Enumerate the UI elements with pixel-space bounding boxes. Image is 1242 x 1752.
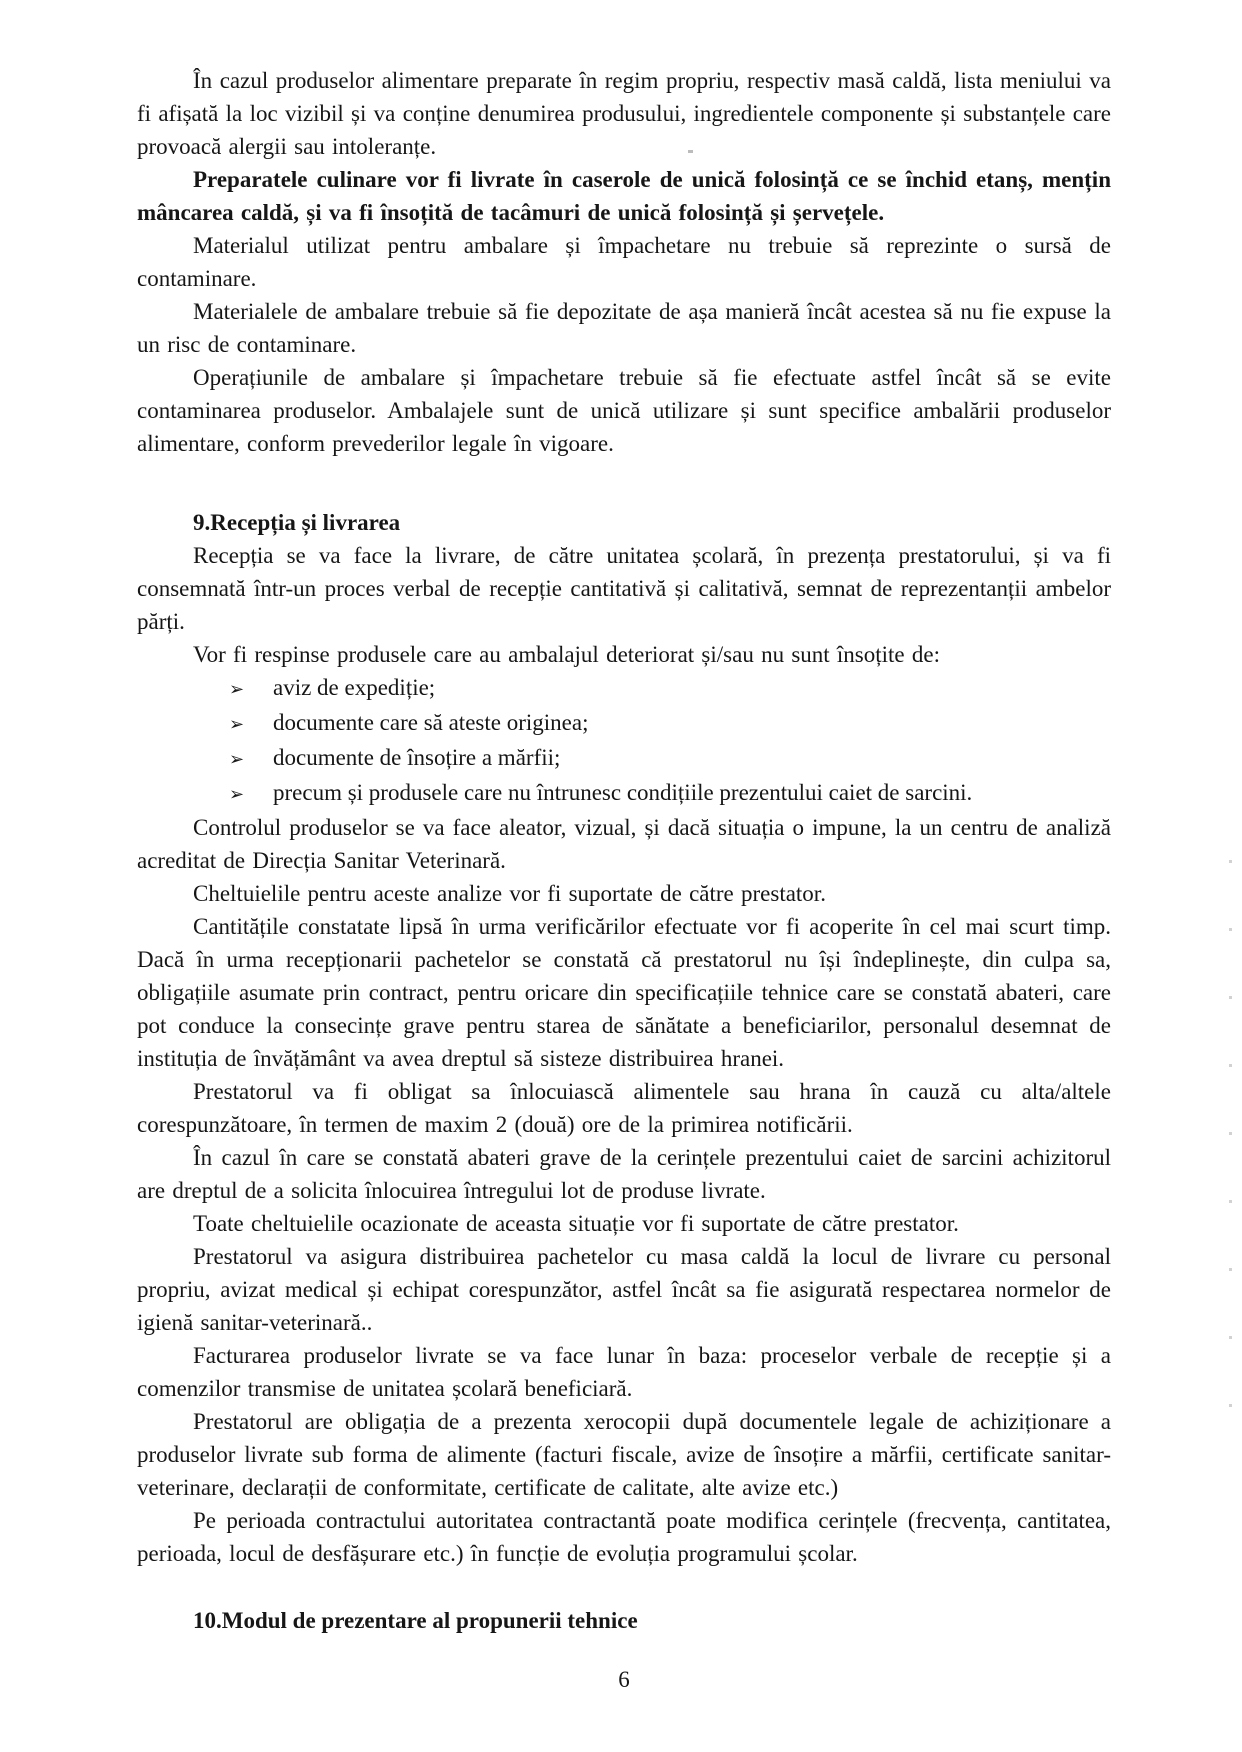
bullet-text: aviz de expediție; xyxy=(273,675,436,700)
bullet-text: precum și produsele care nu întrunesc condițiile prezentului caiet de sarcini. xyxy=(273,780,973,805)
paragraph-cheltuieli-situatie: Toate cheltuielile ocazionate de aceasta situație vor fi suportate de către prestator. xyxy=(193,1211,959,1236)
paragraph-caserole-bold: Preparatele culinare vor fi livrate în caserole de unică folosință ce se închid etanș, mențin mâncarea caldă, și va fi însoțită de tacâmuri de unică folosință și șervețele. xyxy=(137,167,1111,225)
paragraph-material-ambalare: Materialul utilizat pentru ambalare și împachetare nu trebuie să reprezinte o sursă de contaminare. xyxy=(137,233,1111,291)
section10-heading: 10.Modul de prezentare al propunerii tehnice xyxy=(193,1608,638,1633)
scan-dots-artifact xyxy=(1229,860,1232,1460)
paragraph-xerocopii: Prestatorul are obligația de a prezenta xerocopii după documentele legale de achiziționare a produselor livrate sub forma de alimente (facturi fiscale, avize de însoțire a mărfii, certificate sanitar-veterinare, declarații de conformitate, certificate de calitate, alte avize etc.) xyxy=(137,1409,1111,1500)
section-gap xyxy=(137,1570,1111,1604)
paragraph-cheltuieli-analize: Cheltuielile pentru aceste analize vor fi suportate de către prestator. xyxy=(193,881,826,906)
paragraph-modificare-cerinte: Pe perioada contractului autoritatea contractantă poate modifica cerințele (frecvența, cantitatea, perioada, locul de desfășurare etc.) în funcție de evoluția programului școlar. xyxy=(137,1508,1111,1566)
list-item xyxy=(137,706,1111,741)
rejection-criteria-list xyxy=(137,671,1111,811)
list-item xyxy=(137,671,1111,706)
arrow-bullet-icon: ➢ xyxy=(229,784,245,805)
paragraph-receptia: Recepția se va face la livrare, de către unitatea școlară, în prezența prestatorului, și va fi consemnată într-un proces verbal de recepție cantitativă și calitativă, semnat de reprezentanții ambelor părți. xyxy=(137,543,1111,634)
paragraph-materiale-depozitate: Materialele de ambalare trebuie să fie depozitate de așa manieră încât acestea să nu fie expuse la un risc de contaminare. xyxy=(137,299,1111,357)
paragraph-menu-display: În cazul produselor alimentare preparate în regim propriu, respectiv masă caldă, lista meniului va fi afișată la loc vizibil și va conține denumirea produsului, ingredientele componente și substanțele care provoacă alergii sau intoleranțe. xyxy=(137,68,1111,159)
page-number: 6 xyxy=(618,1667,630,1692)
paragraph-distribuire-personal: Prestatorul va asigura distribuirea pachetelor cu masa caldă la locul de livrare cu personal propriu, avizat medical și echipat corespunzător, astfel încât sa fie asigurată respectarea normelor de igienă sanitar-veterinară.. xyxy=(137,1244,1111,1335)
arrow-bullet-icon: ➢ xyxy=(229,714,245,735)
paragraph-inlocuire-alimente: Prestatorul va fi obligat sa înlocuiască alimentele sau hrana în cauză cu alta/altele corespunzătoare, în termen de maxim 2 (două) ore de la primirea notificării. xyxy=(137,1079,1111,1137)
list-item xyxy=(137,741,1111,776)
paragraph-cantitati-lipsa: Cantitățile constatate lipsă în urma verificărilor efectuate vor fi acoperite în cel mai scurt timp. Dacă în urma recepționarii pachetelor se constată că prestatorul nu își îndeplinește, din culpa sa, obligațiile asumate prin contract, pentru oricare din specificațiile tehnice care se constată abateri, care pot conduce la consecințe grave pentru starea de sănătate a beneficiarilor, personalul desemnat de instituția de învățământ va avea dreptul să sisteze distribuirea hranei. xyxy=(137,914,1111,1071)
paragraph-facturare: Facturarea produselor livrate se va face lunar în baza: proceselor verbale de recepție și a comenzilor transmise de unitatea școlară beneficiară. xyxy=(137,1343,1111,1401)
arrow-bullet-icon: ➢ xyxy=(229,749,245,770)
page-content xyxy=(137,64,1111,1696)
section9-heading: 9.Recepția și livrarea xyxy=(193,510,401,535)
bullet-text: documente care să ateste originea; xyxy=(273,710,589,735)
list-item xyxy=(137,776,1111,811)
section-gap xyxy=(137,460,1111,506)
paragraph-respinse-intro: Vor fi respinse produsele care au ambalajul deteriorat și/sau nu sunt însoțite de: xyxy=(193,642,940,667)
bullet-text: documente de însoțire a mărfii; xyxy=(273,745,561,770)
paragraph-operatiuni-ambalare: Operațiunile de ambalare și împachetare trebuie să fie efectuate astfel încât să se evite contaminarea produselor. Ambalajele sunt de unică utilizare și sunt specifice ambalării produselor alimentare, conform prevederilor legale în vigoare. xyxy=(137,365,1111,456)
arrow-bullet-icon: ➢ xyxy=(229,679,245,700)
paragraph-controlul: Controlul produselor se va face aleator, vizual, și dacă situația o impune, la un centru de analiză acreditat de Direcția Sanitar Veterinară. xyxy=(137,815,1111,873)
paragraph-abateri-grave: În cazul în care se constată abateri grave de la cerințele prezentului caiet de sarcini achizitorul are dreptul de a solicita înlocuirea întregului lot de produse livrate. xyxy=(137,1145,1111,1203)
